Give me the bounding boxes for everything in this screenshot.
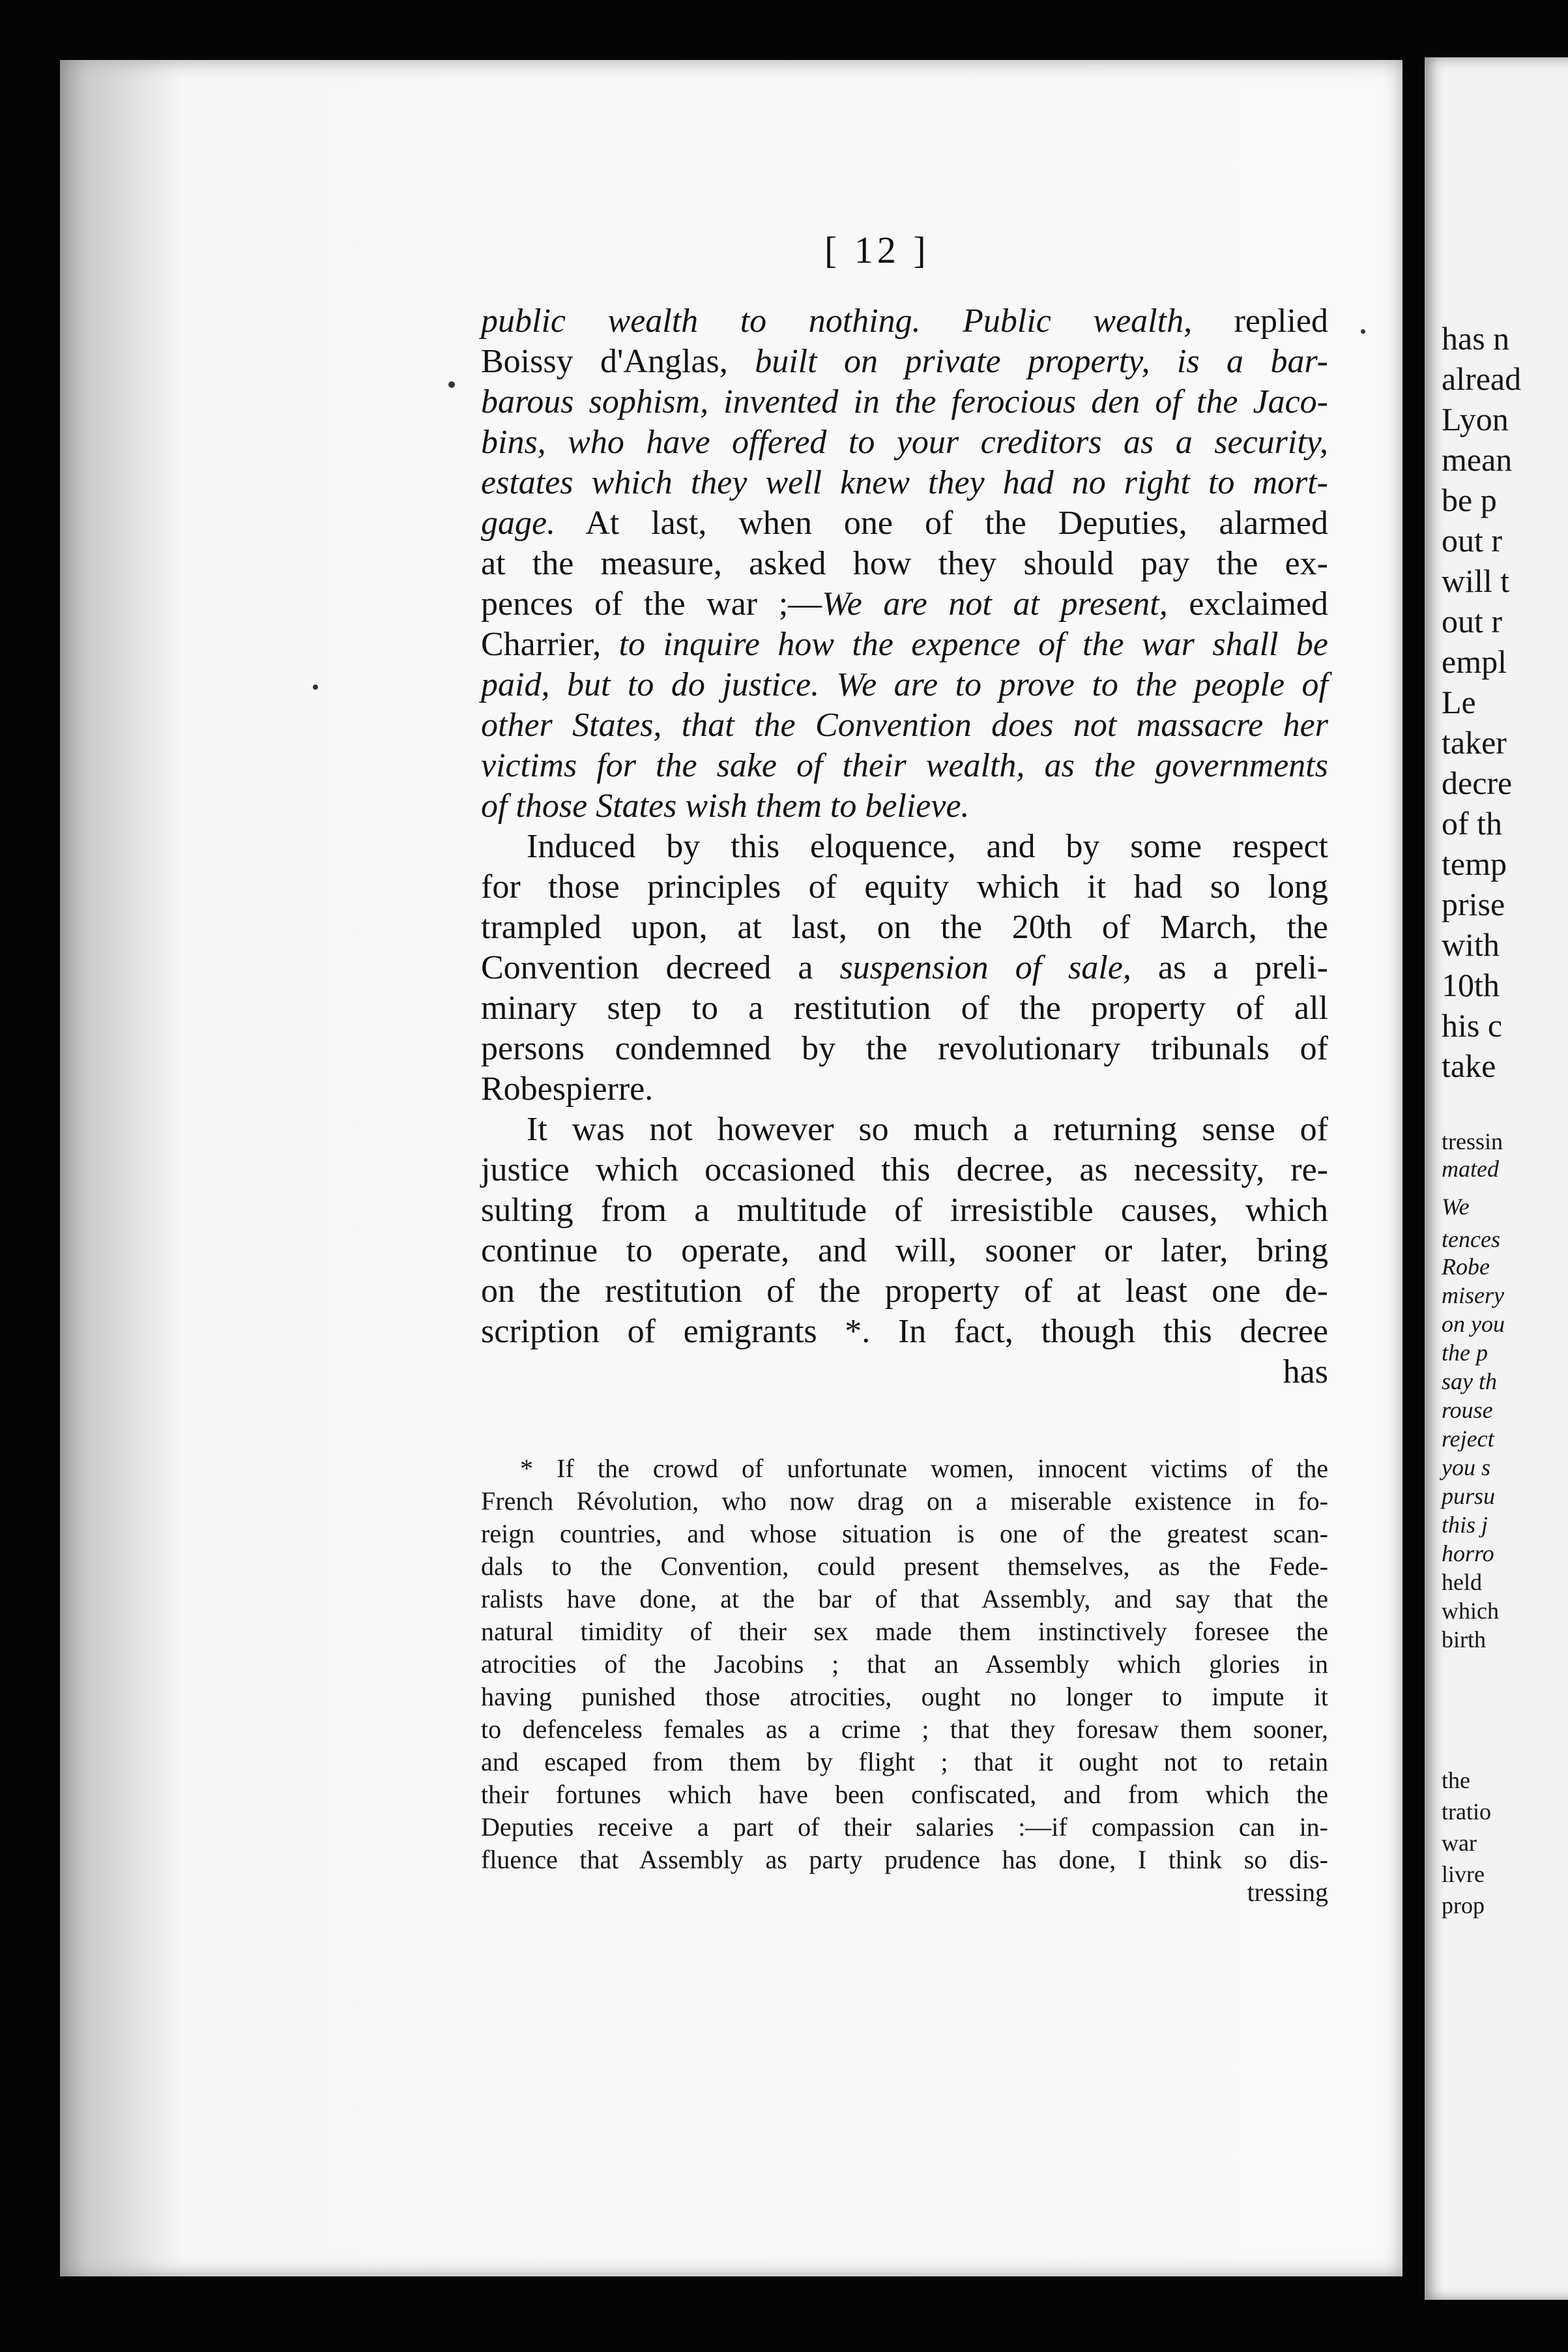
text-segment: At last, when one of the Deputies, alarmed: [555, 505, 1328, 542]
text-segment: replied: [1192, 302, 1328, 340]
text-segment: Charrier,: [481, 626, 619, 663]
text-line: [481, 1110, 1328, 1150]
footnote-line: and escaped from them by flight ; that it ought not to retain: [481, 1747, 1328, 1776]
text-line: [481, 463, 1328, 503]
ink-speck: [1361, 329, 1365, 334]
text-line: [481, 382, 1328, 422]
text-segment: Boissy d'Anglas,: [481, 343, 755, 380]
facing-page-fragment: taker: [1442, 724, 1507, 761]
text-segment: suspension of sale,: [839, 949, 1131, 986]
footnote-line: ralists have done, at the bar of that Assembly, and say that the: [481, 1584, 1328, 1613]
page-number: [ 12 ]: [824, 229, 930, 271]
facing-page-fragment: birth: [1442, 1626, 1486, 1653]
text-segment: exclaimed: [1167, 585, 1328, 623]
facing-page-fragment: say th: [1442, 1368, 1497, 1394]
text-segment: victims for the sake of their wealth, as the governments: [481, 747, 1328, 784]
text-segment: trampled upon, at last, on the 20th of March, the: [481, 909, 1328, 946]
footnote-line: to defenceless females as a crime ; that they foresaw them sooner,: [481, 1714, 1328, 1744]
text-segment: Robespierre.: [481, 1070, 654, 1108]
facing-page-fragment: prise: [1442, 886, 1505, 922]
text-line: [481, 584, 1328, 625]
text-segment: It was not however so much a returning sense of: [527, 1111, 1328, 1148]
text-segment: to nothing.: [698, 302, 963, 340]
facing-page-fragment: you s: [1442, 1454, 1490, 1480]
text-line: [481, 867, 1328, 907]
footnote-line: French Révolution, who now drag on a miserable existence in fo-: [481, 1486, 1328, 1516]
text-line: [481, 1352, 1328, 1392]
facing-page-fragment: with: [1442, 926, 1500, 963]
facing-page-fragment: Lyon: [1442, 401, 1509, 437]
text-segment: sulting from a multitude of irresistible causes, which: [481, 1192, 1328, 1229]
footnote-line: dals to the Convention, could present themselves, as the Fede-: [481, 1551, 1328, 1581]
facing-page-fragment: will t: [1442, 563, 1510, 599]
text-segment: pences of the war ;—: [481, 585, 822, 623]
text-segment: to inquire how the expence of the war shall be: [618, 626, 1328, 663]
facing-page-fragment: out r: [1442, 603, 1503, 639]
text-segment: bins, who have offered to your creditors as a security,: [481, 424, 1328, 461]
footnote-line: their fortunes which have been confiscated, and from which the: [481, 1780, 1328, 1809]
text-line: [481, 342, 1328, 382]
facing-page-fragment: temp: [1442, 845, 1507, 882]
text-line: [481, 1231, 1328, 1271]
text-line: [481, 1271, 1328, 1312]
text-line: [481, 422, 1328, 463]
facing-page-fragment: empl: [1442, 643, 1507, 680]
facing-page-fragment: decre: [1442, 765, 1513, 801]
footnote-line: * If the crowd of unfortunate women, innocent victims of the: [520, 1454, 1328, 1483]
text-segment: persons condemned by the revolutionary tribunals of: [481, 1030, 1328, 1067]
text-line: [481, 1312, 1328, 1352]
text-line: [481, 746, 1328, 786]
ink-speck: [448, 381, 455, 388]
footnote-line: tressing: [1247, 1877, 1328, 1907]
facing-page-fragment: which: [1442, 1598, 1499, 1624]
footnote-line: reign countries, and whose situation is one of the greatest scan-: [481, 1519, 1328, 1548]
facing-page-fragment: alread: [1442, 360, 1522, 397]
text-segment: Public wealth,: [963, 302, 1193, 340]
text-segment: has: [1283, 1353, 1328, 1390]
text-segment: of those States wish them to believe.: [481, 787, 970, 825]
text-segment: gage.: [481, 505, 556, 542]
facing-page-fragment: tratio: [1442, 1799, 1491, 1825]
facing-page-fragment: 10th: [1442, 967, 1500, 1003]
facing-page-fragment: misery: [1442, 1282, 1504, 1308]
facing-page-fragment: We: [1442, 1194, 1470, 1220]
facing-page-fragment: has n: [1442, 320, 1510, 357]
text-segment: public wealth: [481, 302, 699, 340]
facing-page-fragment: on you: [1442, 1311, 1505, 1337]
text-segment: for those principles of equity which it had so long: [481, 868, 1328, 905]
footnote-line: fluence that Assembly as party prudence has done, I think so dis-: [481, 1845, 1328, 1874]
facing-page-fragment: this j: [1442, 1512, 1488, 1538]
text-line: [481, 301, 1328, 342]
facing-page: [1425, 57, 1568, 2300]
text-line: [481, 665, 1328, 705]
text-line: [481, 503, 1328, 544]
footnote-line: natural timidity of their sex made them instinctively foresee the: [481, 1617, 1328, 1646]
text-segment: barous sophism, invented in the ferocious den of the Jaco-: [481, 383, 1328, 420]
footnote-line: atrocities of the Jacobins ; that an Assembly which glories in: [481, 1649, 1328, 1679]
text-segment: at the measure, asked how they should pay the ex-: [481, 545, 1328, 582]
text-line: [481, 544, 1328, 584]
ink-speck: [313, 684, 318, 690]
facing-page-fragment: mated: [1442, 1156, 1499, 1182]
text-segment: justice which occasioned this decree, as necessity, re-: [481, 1151, 1328, 1188]
facing-page-fragment: the p: [1442, 1340, 1488, 1366]
text-segment: built on private property, is a bar-: [755, 343, 1328, 380]
facing-page-fragment: the: [1442, 1767, 1470, 1793]
facing-page-fragment: rouse: [1442, 1397, 1493, 1423]
page-binding-shadow: [60, 60, 184, 2276]
facing-page-fragment: livre: [1442, 1861, 1485, 1887]
text-line: [481, 1150, 1328, 1190]
facing-page-fragment: reject: [1442, 1426, 1494, 1452]
facing-page-fragment: mean: [1442, 441, 1513, 478]
text-line: [481, 1190, 1328, 1231]
facing-page-fragment: out r: [1442, 522, 1503, 559]
facing-page-fragment: tressin: [1442, 1128, 1503, 1154]
text-segment: Induced by this eloquence, and by some respect: [527, 828, 1328, 865]
text-line: [481, 988, 1328, 1029]
facing-page-fragment: pursu: [1442, 1483, 1496, 1509]
text-line: [481, 1029, 1328, 1069]
facing-page-fragment: his c: [1442, 1007, 1503, 1044]
facing-page-fragment: Robe: [1442, 1254, 1490, 1280]
facing-page-fragment: of th: [1442, 805, 1503, 842]
text-segment: paid, but to do justice. We are to prove to the people of: [481, 666, 1328, 703]
text-line: [481, 827, 1328, 867]
text-segment: continue to operate, and will, sooner or later, bring: [481, 1232, 1328, 1269]
text-segment: minary step to a restitution of the property of all: [481, 990, 1328, 1027]
facing-page-fragment: held: [1442, 1569, 1482, 1595]
text-segment: as a preli-: [1131, 949, 1328, 986]
facing-page-fragment: Le: [1442, 684, 1476, 720]
text-segment: Convention decreed a: [481, 949, 840, 986]
facing-page-fragment: horro: [1442, 1540, 1494, 1566]
text-line: [481, 625, 1328, 665]
text-segment: other States, that the Convention does not massacre her: [481, 707, 1328, 744]
text-line: [481, 907, 1328, 948]
text-line: [481, 1069, 1328, 1110]
text-segment: We are not at present,: [822, 585, 1168, 623]
text-segment: on the restitution of the property of at least one de-: [481, 1272, 1328, 1310]
text-segment: estates which they well knew they had no right to mort-: [481, 464, 1328, 501]
text-line: [481, 705, 1328, 746]
footnote-line: having punished those atrocities, ought no longer to impute it: [481, 1682, 1328, 1711]
facing-page-fragment: take: [1442, 1048, 1496, 1084]
text-line: [481, 786, 1328, 827]
facing-page-fragment: be p: [1442, 482, 1497, 518]
facing-page-fragment: tences: [1442, 1226, 1500, 1252]
text-segment: scription of emigrants *. In fact, though this decree: [481, 1313, 1328, 1350]
footnote-line: Deputies receive a part of their salaries :—if compassion can in-: [481, 1812, 1328, 1842]
text-line: [481, 948, 1328, 988]
facing-page-fragment: prop: [1442, 1892, 1485, 1918]
facing-page-fragment: war: [1442, 1830, 1477, 1856]
